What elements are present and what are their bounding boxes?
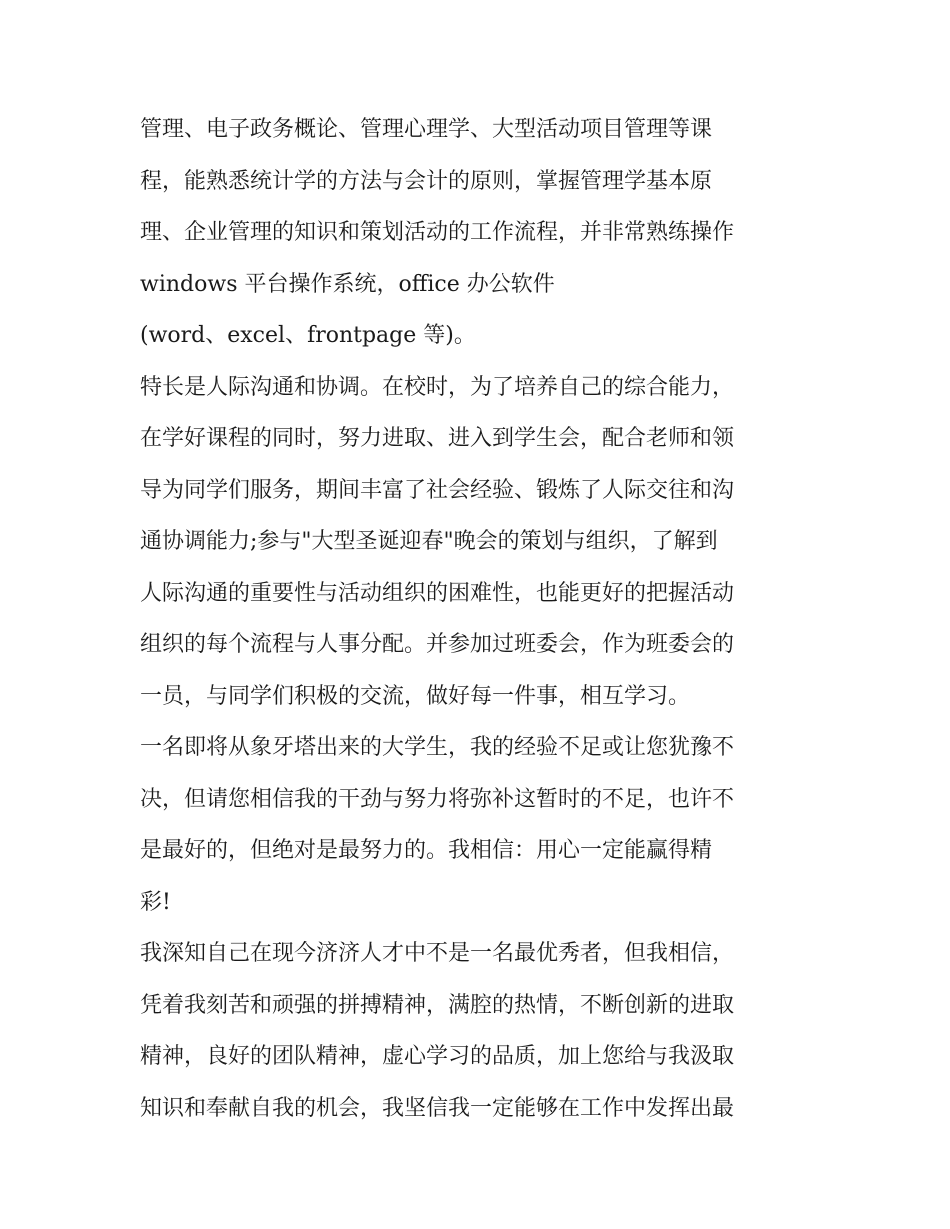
text-line: 特长是人际沟通和协调。在校时，为了培养自己的综合能力， — [140, 374, 735, 400]
text-line: 精神，良好的团队精神，虚心学习的品质，加上您给与我汲取 — [140, 1044, 735, 1069]
document-body — [140, 104, 830, 1134]
text-line: 知识和奉献自我的机会，我坚信我一定能够在工作中发挥出最 — [140, 1095, 735, 1121]
text-line: 理、企业管理的知识和策划活动的工作流程，并非常熟练操作 — [140, 220, 735, 245]
text-line: 在学好课程的同时，努力进取、进入到学生会，配合老师和领 — [140, 426, 735, 451]
text-line: 凭着我刻苦和顽强的拼搏精神，满腔的热情，不断创新的进取 — [140, 992, 735, 1018]
text-line: 决，但请您相信我的干劲与努力将弥补这暂时的不足，也许不 — [140, 786, 735, 812]
text-line: 组织的每个流程与人事分配。并参加过班委会，作为班委会的 — [140, 632, 735, 657]
text-line: 程，能熟悉统计学的方法与会计的原则，掌握管理学基本原 — [140, 168, 713, 194]
text-line: 导为同学们服务，期间丰富了社会经验、锻炼了人际交往和沟 — [140, 477, 735, 503]
text-line: 人际沟通的重要性与活动组织的困难性，也能更好的把握活动 — [140, 580, 735, 606]
text-line: 彩! — [140, 889, 171, 915]
text-line: 我深知自己在现今济济人才中不是一名最优秀者，但我相信， — [140, 941, 735, 966]
text-line: 一员，与同学们积极的交流，做好每一件事，相互学习。 — [140, 683, 691, 709]
text-line: 管理、电子政务概论、管理心理学、大型活动项目管理等课 — [140, 117, 713, 142]
text-line: windows 平台操作系统，office 办公软件 — [140, 271, 555, 297]
text-line: 通协调能力;参与"大型圣诞迎春"晚会的策划与组织，了解到 — [140, 529, 718, 554]
text-line: 一名即将从象牙塔出来的大学生，我的经验不足或让您犹豫不 — [140, 735, 735, 760]
text-line: (word、excel、frontpage 等)。 — [140, 323, 476, 348]
text-line: 是最好的，但绝对是最努力的。我相信：用心一定能赢得精 — [140, 838, 713, 863]
